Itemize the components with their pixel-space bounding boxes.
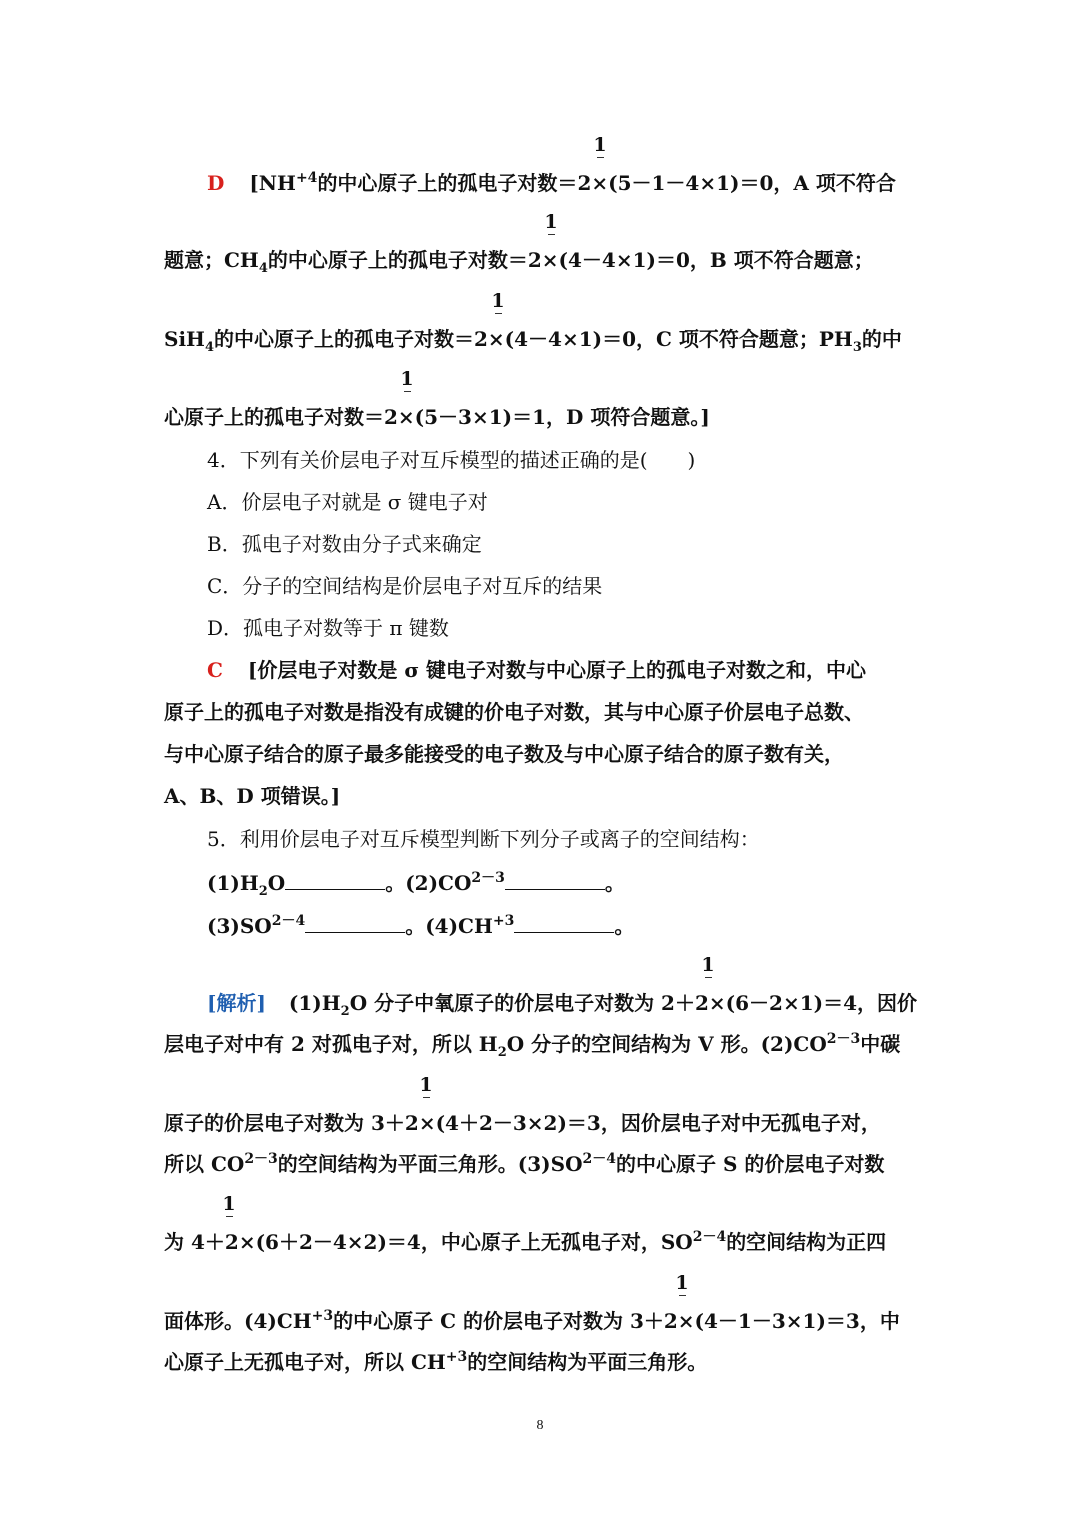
fraction-numerator: 1: [400, 368, 414, 390]
answer3-line-4: 心原子上的孤电子对数＝2×(5－3×1)＝1，D 项符合题意。]: [164, 405, 710, 429]
fraction-numerator: 1: [491, 290, 505, 312]
fraction-numerator: 1: [419, 1074, 433, 1096]
answer4-line-2: 原子上的孤电子对数是指没有成键的价电子对数，其与中心原子价层电子总数、: [164, 700, 864, 724]
fraction-denominator: 2: [663, 1309, 678, 1333]
option-c: C．分子的空间结构是价层电子对互斥的结果: [207, 574, 603, 598]
answer3-line-1: D [$NH^{+4}$的中心原子上的孤电子对数＝2×(5－1－4×1)＝0，A 项不符合: [207, 170, 896, 195]
option-d: D．孤电子对数等于 π 键数: [207, 616, 449, 640]
fraction-bar: [679, 1295, 686, 1296]
fraction-denominator: 2: [384, 405, 398, 429]
analysis-line-5: 为 4＋2×(6＋2－4×2)＝4，中心原子上无孤电子对，$SO^{2-4}$的空间结构为正四: [164, 1229, 887, 1254]
fraction-numerator: 1: [701, 954, 715, 976]
fraction-denominator: 2: [404, 1111, 419, 1135]
question-5-blanks-2: $(3)SO^{2-4}$ 。$(4)CH^{+3}$ 。: [207, 913, 635, 938]
answer3-line-3: SiH$_4$的中心原子上的孤电子对数＝2×(4－4×1)＝0，C 项不符合题意；$PH_3$的中: [164, 327, 902, 355]
fraction-denominator: 2: [694, 991, 709, 1015]
analysis-line-2: 层电子对中有 2 对孤电子对，所以 $H_2O$ 分子的空间结构为 V 形。$(2)CO^{2-3}$中碳: [164, 1031, 901, 1060]
fraction-denominator: 2: [577, 171, 592, 195]
answer4-line-4: A、B、D 项错误。]: [164, 784, 341, 808]
fraction-numerator: 1: [222, 1193, 236, 1215]
question-5-stem: 5．利用价层电子对互斥模型判断下列分子或离子的空间结构：: [207, 827, 760, 851]
fraction-bar: [548, 234, 555, 235]
answer4-line-3: 与中心原子结合的原子最多能接受的电子数及与中心原子结合的原子数有关，: [164, 742, 844, 766]
fraction-bar: [423, 1097, 430, 1098]
answer4-line-1: C [价层电子对数是 σ 键电子对数与中心原子上的孤电子对数之和，中心: [207, 658, 867, 682]
fraction-bar: [404, 391, 411, 392]
analysis-line-4: 所以 $CO^{2-3}$的空间结构为平面三角形。$(3)SO^{2-4}$的中心原子 S 的价层电子对数: [164, 1151, 885, 1176]
fraction-bar: [705, 977, 712, 978]
fraction-denominator: 2: [224, 1230, 239, 1254]
answer-blank[interactable]: [505, 871, 605, 890]
fraction-numerator: 1: [544, 211, 558, 233]
fraction-numerator: 1: [675, 1272, 689, 1294]
fraction-denominator: 2: [473, 327, 488, 351]
question-4-stem: 4．下列有关价层电子对互斥模型的描述正确的是( ): [207, 448, 696, 472]
answer3-line-2: 题意；$CH_4$的中心原子上的孤电子对数＝2×(4－4×1)＝0，B 项不符合题意；: [164, 248, 874, 276]
fraction-numerator: 1: [593, 134, 607, 156]
option-b: B．孤电子对数由分子式来确定: [207, 532, 482, 556]
answer-blank[interactable]: [285, 871, 385, 890]
analysis-line-3: 原子的价层电子对数为 3＋2×(4＋2－3×2)＝3，因价层电子对中无孤电子对，: [164, 1111, 881, 1135]
answer-blank[interactable]: [305, 914, 405, 933]
analysis-line-6: 面体形。$(4)CH^{+3}$的中心原子 C 的价层电子对数为 3＋2×(4－1－3×1)＝3，中: [164, 1308, 900, 1333]
page-number: 8: [536, 1418, 544, 1433]
analysis-line-1: [解析] $(1)H_2O$ 分子中氧原子的价层电子对数为 2＋2×(6－2×1)＝4，因价: [207, 991, 917, 1019]
option-a: A．价层电子对就是 σ 键电子对: [207, 490, 488, 514]
fraction-bar: [495, 313, 502, 314]
answer-blank[interactable]: [514, 914, 614, 933]
question-5-blanks-1: $(1)H_2O$ 。$(2)CO^{2-3}$ 。: [207, 870, 625, 899]
answer-letter: C: [207, 658, 223, 682]
answer-letter: D: [207, 171, 225, 195]
fraction-denominator: 2: [527, 248, 542, 272]
analysis-label: [解析]: [207, 991, 266, 1015]
fraction-bar: [597, 157, 604, 158]
analysis-line-7: 心原子上无孤电子对，所以 $CH^{+3}$的空间结构为平面三角形。: [164, 1349, 708, 1374]
fraction-bar: [226, 1216, 233, 1217]
